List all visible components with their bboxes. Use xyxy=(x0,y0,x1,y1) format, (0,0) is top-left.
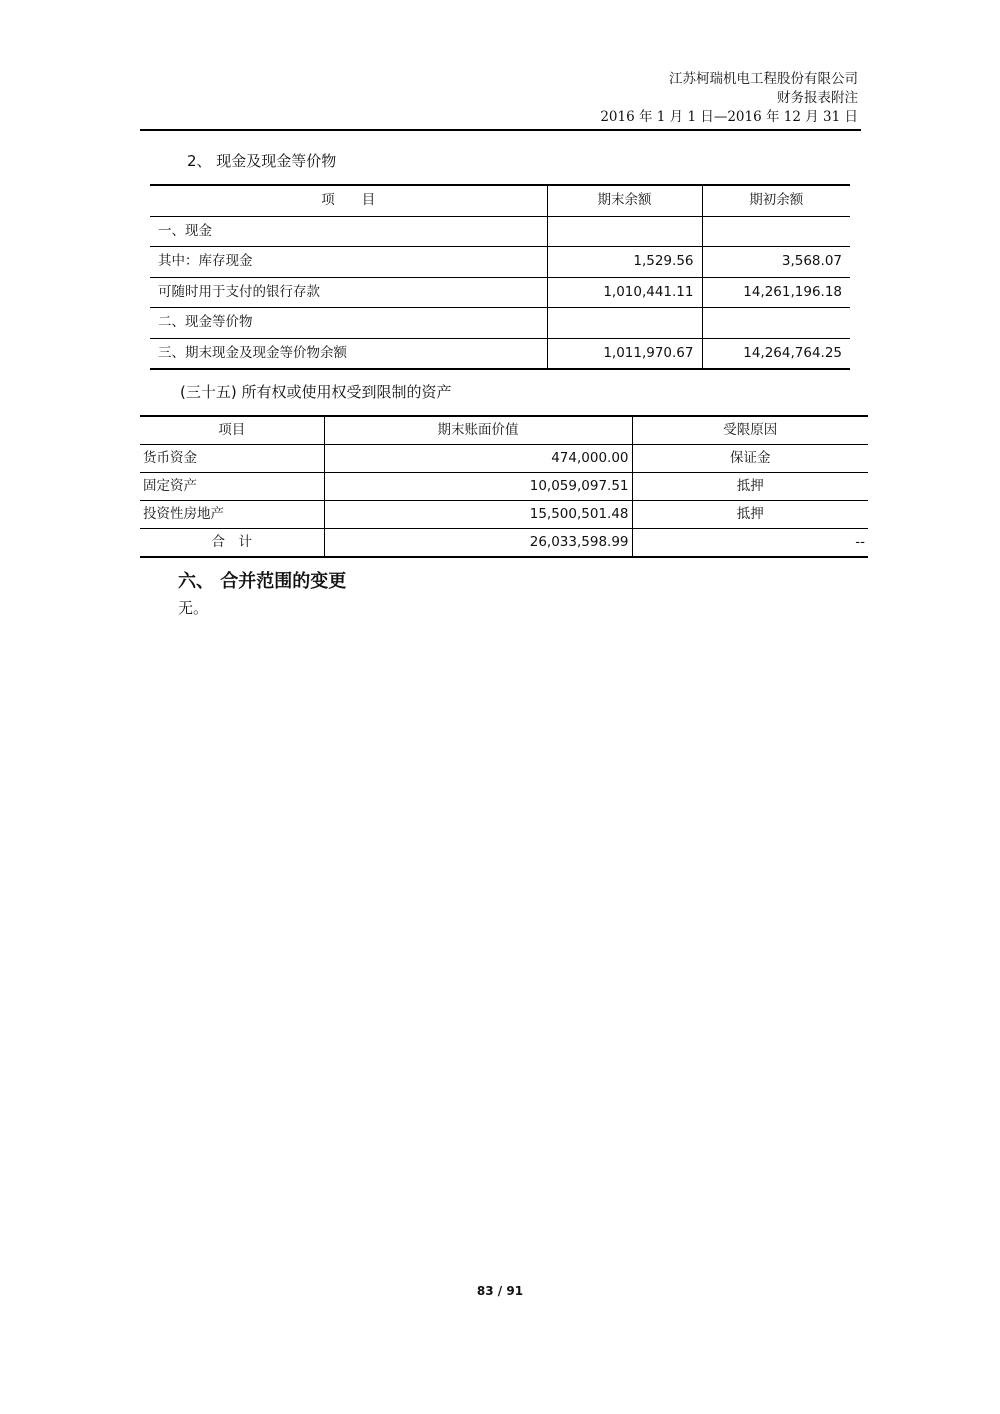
table-header-row xyxy=(150,185,850,216)
row-item: 可随时用于支付的银行存款 xyxy=(150,277,547,308)
company-name: 江苏柯瑞机电工程股份有限公司 xyxy=(669,71,858,87)
row-end-balance xyxy=(547,308,702,339)
row-item: 固定资产 xyxy=(140,473,324,501)
total-label: 合 计 xyxy=(140,529,324,558)
section-six-body: 无。 xyxy=(178,599,209,617)
row-begin-balance: 3,568.07 xyxy=(702,247,850,278)
table-row xyxy=(140,501,868,529)
cash-section-title: 2、 现金及现金等价物 xyxy=(187,152,337,170)
total-row xyxy=(140,529,868,558)
document-title: 财务报表附注 xyxy=(777,90,858,106)
row-begin-balance: 14,261,196.18 xyxy=(702,277,850,308)
row-book-value: 15,500,501.48 xyxy=(324,501,632,529)
table-row xyxy=(150,277,850,308)
row-item: 一、现金 xyxy=(150,216,547,247)
row-reason: 抵押 xyxy=(632,473,868,501)
column-header-begin-balance: 期初余额 xyxy=(702,185,850,216)
row-end-balance: 1,010,441.11 xyxy=(547,277,702,308)
row-item: 二、现金等价物 xyxy=(150,308,547,339)
page-header xyxy=(140,70,858,127)
row-reason: 保证金 xyxy=(632,445,868,473)
table-header-row xyxy=(140,416,868,445)
row-begin-balance xyxy=(702,216,850,247)
cash-equivalents-table xyxy=(150,184,850,370)
row-end-balance xyxy=(547,216,702,247)
table-row xyxy=(140,473,868,501)
header-rule xyxy=(140,129,861,131)
table-row xyxy=(150,308,850,339)
row-book-value: 10,059,097.51 xyxy=(324,473,632,501)
row-item: 投资性房地产 xyxy=(140,501,324,529)
total-reason: -- xyxy=(632,529,868,558)
row-book-value: 474,000.00 xyxy=(324,445,632,473)
table-row xyxy=(150,338,850,369)
section-six-heading: 六、 合并范围的变更 xyxy=(178,571,347,592)
page-number: 83 / 91 xyxy=(476,1284,524,1298)
row-end-balance: 1,529.56 xyxy=(547,247,702,278)
table-row xyxy=(140,445,868,473)
column-header-book-value: 期末账面价值 xyxy=(324,416,632,445)
row-item: 货币资金 xyxy=(140,445,324,473)
row-reason: 抵押 xyxy=(632,501,868,529)
row-item: 其中：库存现金 xyxy=(150,247,547,278)
column-header-reason: 受限原因 xyxy=(632,416,868,445)
restricted-section-title: (三十五) 所有权或使用权受到限制的资产 xyxy=(180,383,452,401)
column-header-item: 项目 xyxy=(140,416,324,445)
report-period: 2016 年 1 月 1 日—2016 年 12 月 31 日 xyxy=(600,109,858,125)
table-row xyxy=(150,216,850,247)
column-header-item: 项 目 xyxy=(150,185,547,216)
row-item: 三、期末现金及现金等价物余额 xyxy=(150,338,547,369)
table-row xyxy=(150,247,850,278)
row-begin-balance xyxy=(702,308,850,339)
row-begin-balance: 14,264,764.25 xyxy=(702,338,850,369)
row-end-balance: 1,011,970.67 xyxy=(547,338,702,369)
total-book-value: 26,033,598.99 xyxy=(324,529,632,558)
restricted-assets-table xyxy=(140,415,868,558)
column-header-end-balance: 期末余额 xyxy=(547,185,702,216)
